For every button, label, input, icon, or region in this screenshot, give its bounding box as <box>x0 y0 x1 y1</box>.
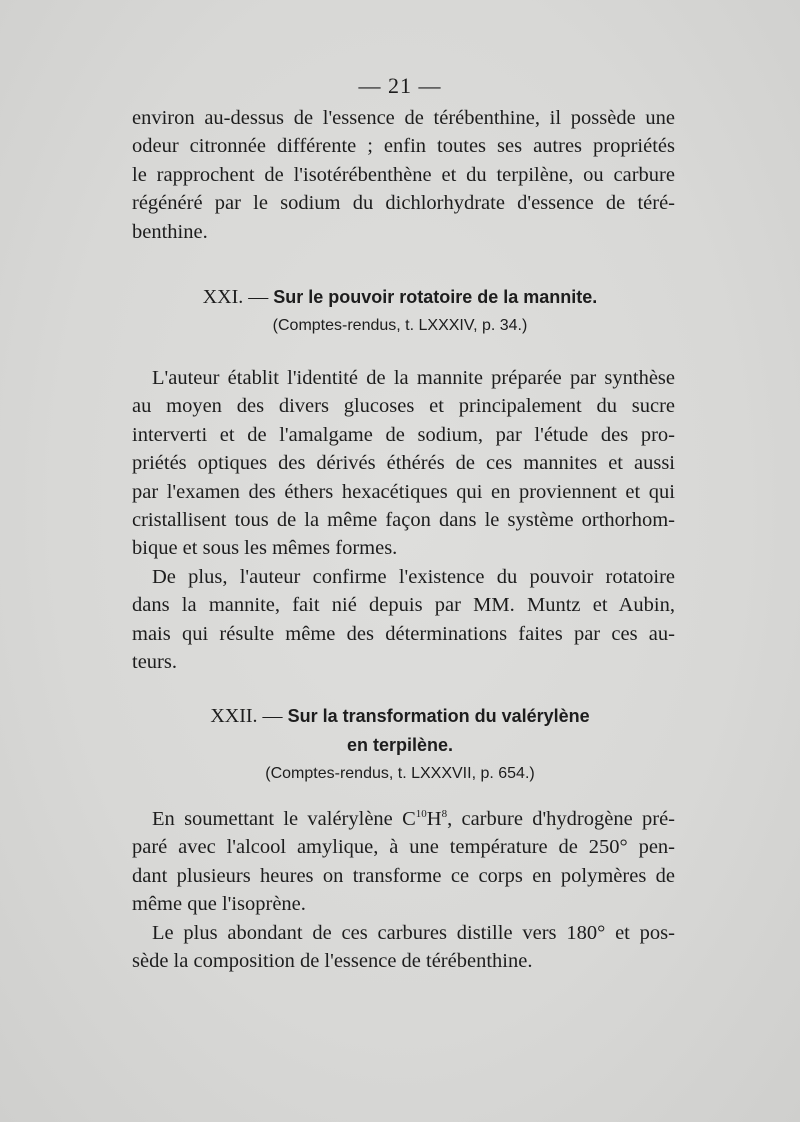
text-line: dant plusieurs heures on transforme ce corps en polymères de <box>132 864 675 887</box>
section-heading-21 <box>0 283 800 311</box>
section-21-body <box>132 364 675 676</box>
superscript: 10 <box>415 808 427 821</box>
text-line: benthine. <box>132 220 208 243</box>
text-line: le rapprochent de l'isotérébenthène et du terpilène, ou carbure <box>132 163 675 186</box>
section-22-body <box>132 805 675 975</box>
text-line: teurs. <box>132 651 177 674</box>
section-title: Sur la transformation du valérylène <box>287 706 590 726</box>
section-reference: (Comptes-rendus, t. LXXXVII, p. 654.) <box>265 765 535 782</box>
section-number: XXII. — <box>210 705 288 727</box>
section-heading-22 <box>0 702 800 730</box>
text-line: mais qui résulte même des déterminations faites par ces au- <box>132 622 675 645</box>
text-line: sède la composition de l'essence de térébenthine. <box>132 950 533 973</box>
section-heading-22-line-2 <box>0 731 800 759</box>
text-fragment: H <box>426 808 442 830</box>
text-line: par l'examen des éthers hexacétiques qui en proviennent et qui <box>132 480 675 503</box>
section-title: Sur le pouvoir rotatoire de la mannite. <box>273 287 598 307</box>
text-line: De plus, l'auteur confirme l'existence du pouvoir rotatoire <box>152 565 675 588</box>
section-number: XXI. — <box>202 286 274 308</box>
text-line: cristallisent tous de la même façon dans le système orthorhom- <box>132 509 675 532</box>
paragraph-continuation <box>132 104 675 246</box>
text-line <box>132 805 675 833</box>
section-reference: (Comptes-rendus, t. LXXXIV, p. 34.) <box>272 317 528 334</box>
section-title-continued: en terpilène. <box>346 735 454 755</box>
text-line: paré avec l'alcool amylique, à une température de 250° pen- <box>132 836 675 859</box>
text-line: au moyen des divers glucoses et principalement du sucre <box>132 395 675 418</box>
text-line: bique et sous les mêmes formes. <box>132 537 398 560</box>
text-line: odeur citronnée différente ; enfin toutes ses autres propriétés <box>132 135 675 158</box>
text-line: L'auteur établit l'identité de la mannite préparée par synthèse <box>152 367 675 389</box>
text-line: priétés optiques des dérivés éthérés de ces mannites et aussi <box>132 452 675 475</box>
page-number: — 21 — <box>358 73 442 98</box>
text-line: même que l'isoprène. <box>132 893 306 916</box>
text-fragment: En soumettant le valérylène C <box>152 808 416 830</box>
superscript: 8 <box>441 808 448 821</box>
text-line: dans la mannite, fait nié depuis par MM. Muntz et Aubin, <box>132 594 675 617</box>
text-fragment: , carbure d'hydrogène pré- <box>447 808 675 830</box>
text-line: environ au-dessus de l'essence de térébenthine, il possède une <box>132 107 675 129</box>
text-line: régénéré par le sodium du dichlorhydrate d'essence de téré- <box>132 192 675 215</box>
text-line: interverti et de l'amalgame de sodium, par l'étude des pro- <box>132 423 675 446</box>
text-line: Le plus abondant de ces carbures distille vers 180° et pos- <box>152 921 675 944</box>
